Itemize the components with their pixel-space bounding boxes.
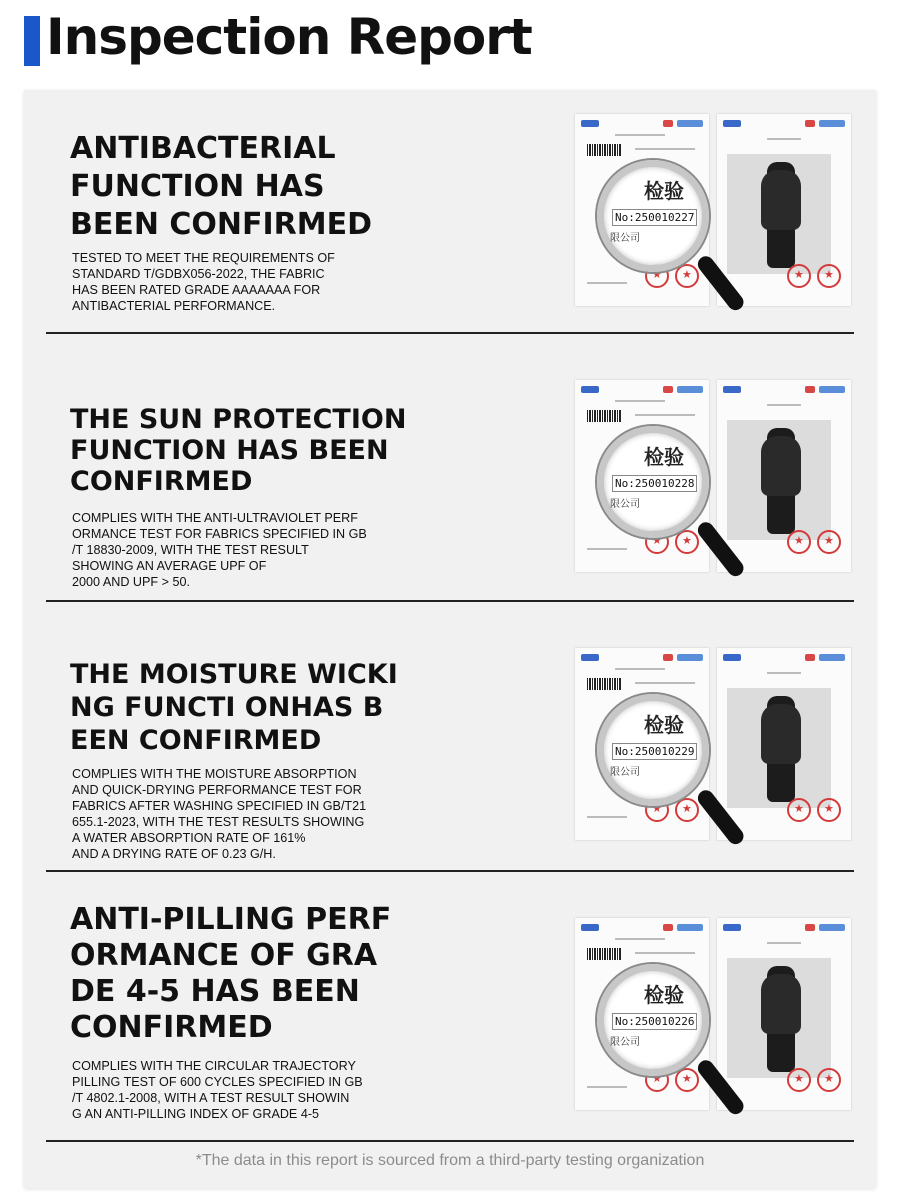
magnifier-lens (597, 160, 709, 272)
red-seal-icon (787, 1068, 811, 1092)
report-number: No:250010226 (612, 1013, 697, 1030)
red-seal-icon (817, 264, 841, 288)
section-antibacterial (24, 90, 876, 334)
red-seal-icon (787, 530, 811, 554)
report-panel (24, 90, 876, 1188)
red-seal-icon (787, 798, 811, 822)
magnifier-lens (597, 426, 709, 538)
red-seal-icon (675, 530, 699, 554)
section-heading: THE MOISTURE WICKI NG FUNCTI ONHAS B EEN CONFIRMED (70, 659, 398, 756)
section-description: COMPLIES WITH THE ANTI-ULTRAVIOLET PERF ORMANCE TEST FOR FABRICS SPECIFIED IN GB /T 18830-2009, WITH THE TEST RESULT SHOWING AN AVERAGE UPF OF 2000 AND UPF > 50. (72, 511, 367, 589)
lens-header-text: 检验 (644, 713, 684, 737)
report-document-images (575, 918, 851, 1110)
barcode-icon (587, 678, 621, 690)
report-page-sample-photo (717, 648, 851, 840)
barcode-icon (587, 144, 621, 156)
section-description: TESTED TO MEET THE REQUIREMENTS OF STANDARD T/GDBX056-2022, THE FABRIC HAS BEEN RATED GRADE AAAAAAA FOR ANTIBACTERIAL PERFORMANCE. (72, 251, 335, 313)
sample-photo (727, 420, 831, 540)
red-seal-icon (817, 798, 841, 822)
sample-photo (727, 154, 831, 274)
lens-company-text: 限公司 (610, 1037, 640, 1048)
report-number: No:250010228 (612, 475, 697, 492)
report-page-sample-photo (717, 380, 851, 572)
red-seal-icon (675, 798, 699, 822)
sample-photo (727, 688, 831, 808)
section-moisture-wicking (24, 602, 876, 872)
garment-icon (767, 696, 795, 802)
report-document-images (575, 114, 851, 306)
red-seal-icon (675, 264, 699, 288)
sample-photo (727, 958, 831, 1078)
section-heading: THE SUN PROTECTION FUNCTION HAS BEEN CONFIRMED (70, 404, 407, 497)
lens-company-text: 限公司 (610, 499, 640, 510)
barcode-icon (587, 410, 621, 422)
red-seal-icon (787, 264, 811, 288)
section-description: COMPLIES WITH THE MOISTURE ABSORPTION AND QUICK-DRYING PERFORMANCE TEST FOR FABRICS AFTER WASHING SPECIFIED IN GB/T21 655.1-2023, WITH THE TEST RESULTS SHOWING A WATER ABSORPTION RATE OF 161% AND A DRYING RATE OF 0.23 G/H. (72, 767, 367, 861)
garment-icon (767, 428, 795, 534)
page-title: Inspection Report (46, 8, 532, 66)
section-divider (46, 1140, 854, 1142)
report-page-sample-photo (717, 114, 851, 306)
red-seal-icon (817, 530, 841, 554)
report-number: No:250010229 (612, 743, 697, 760)
section-heading: ANTIBACTERIAL FUNCTION HAS BEEN CONFIRMED (70, 131, 373, 242)
barcode-icon (587, 948, 621, 960)
report-number: No:250010227 (612, 209, 697, 226)
lens-header-text: 检验 (644, 179, 684, 203)
magnifier-lens (597, 964, 709, 1076)
lens-company-text: 限公司 (610, 767, 640, 778)
report-page-sample-photo (717, 918, 851, 1110)
section-anti-pilling (24, 872, 876, 1142)
magnifier-lens (597, 694, 709, 806)
red-seal-icon (817, 1068, 841, 1092)
section-heading: ANTI-PILLING PERF ORMANCE OF GRA DE 4-5 HAS BEEN CONFIRMED (70, 902, 392, 1045)
report-document-images (575, 380, 851, 572)
title-accent-bar (24, 16, 40, 66)
garment-icon (767, 966, 795, 1072)
section-sun-protection (24, 334, 876, 602)
source-footnote: *The data in this report is sourced from a third-party testing organization (195, 1152, 705, 1169)
garment-icon (767, 162, 795, 268)
lens-header-text: 检验 (644, 983, 684, 1007)
lens-company-text: 限公司 (610, 233, 640, 244)
section-description: COMPLIES WITH THE CIRCULAR TRAJECTORY PILLING TEST OF 600 CYCLES SPECIFIED IN GB /T 4802.1-2008, WITH A TEST RESULT SHOWIN G AN ANTI-PILLING INDEX OF GRADE 4-5 (72, 1059, 363, 1121)
lens-header-text: 检验 (644, 445, 684, 469)
red-seal-icon (675, 1068, 699, 1092)
report-document-images (575, 648, 851, 840)
